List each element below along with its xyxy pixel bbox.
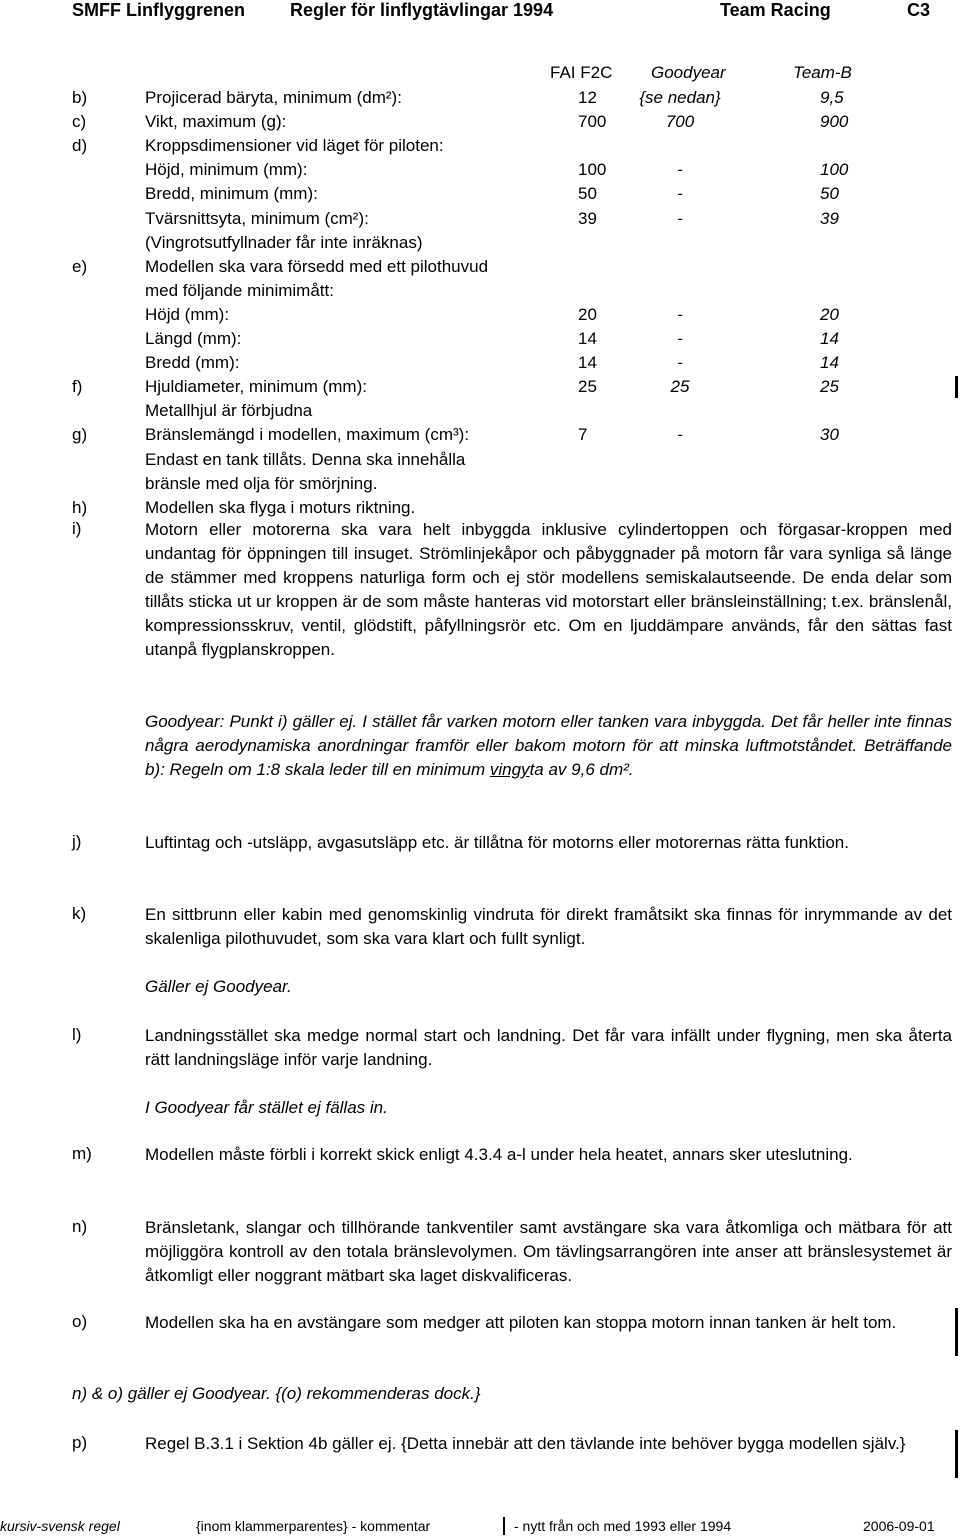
- item-label: m): [72, 1144, 92, 1163]
- value-team-b: 20: [820, 304, 839, 324]
- row-text: Bredd, minimum (mm):: [145, 184, 318, 204]
- row-text: Kroppsdimensioner vid läget för piloten:: [145, 136, 444, 156]
- footer-legend-new: - nytt från och med 1993 eller 1994: [514, 1518, 732, 1534]
- paragraph-m: Modellen måste förbli i korrekt skick enligt 4.3.4 a-l under hela heatet, annars sker uteslutning.: [145, 1145, 853, 1164]
- value-fai: 39: [578, 208, 597, 228]
- value-goodyear: -: [677, 425, 683, 445]
- paragraph-n: Bränsletank, slangar och tillhörande tankventiler samt avstängare ska vara åtkomliga och mätbara för att möjliggöra kontroll av den totala bränslevolymen. Om tävlingsarrangören inte anser att bränslesystemet är åtkomligt eller noggrant mätbart ska laget diskvalificeras.: [145, 1218, 952, 1285]
- value-goodyear: 700: [665, 112, 695, 132]
- paragraph-j: Luftintag och -utsläpp, avgasutsläpp etc. är tillåtna för motorns eller motorernas rätta funktion.: [145, 833, 849, 852]
- paragraph-i: Motorn eller motorerna ska vara helt inbyggda inklusive cylindertoppen och förgasar-kroppen med undantag för öppningen till insuget. Strömlinjekåpor och påbyggnader på motorn får vara synliga så länge de stämmer med kroppens naturliga form och ej stör modellens semiskalautseende. De enda delar som tillåts sticka ut ur kroppen är de som måste hanteras vid motorstart eller bränsleinställning; t.ex. bränslenål, kompressionsskruv, ventil, glödstift, påfyllningsrör etc. Om en ljuddämpare används, får den sättas fast utanpå flygplanskroppen.: [145, 520, 952, 659]
- footer-legend-comment: {inom klammerparentes} - kommentar: [196, 1518, 431, 1534]
- row-label: g): [72, 425, 88, 445]
- row-text: Hjuldiameter, minimum (mm):: [145, 377, 367, 397]
- change-bar: [955, 1308, 958, 1356]
- header-page: C3: [907, 0, 931, 20]
- item-label: k): [72, 904, 87, 923]
- item-label: i): [72, 519, 82, 538]
- header-org: SMFF Linflyggrenen: [72, 0, 245, 20]
- value-fai: 20: [578, 304, 597, 324]
- row-text: Längd (mm):: [145, 329, 242, 348]
- value-fai: 14: [578, 353, 597, 373]
- row-label: c): [72, 112, 87, 132]
- row-text: (Vingrotsutfyllnader får inte inräknas): [145, 232, 423, 252]
- change-bar: [955, 1430, 958, 1478]
- row-label: f): [72, 377, 83, 397]
- row-label: h): [72, 497, 88, 517]
- value-team-b: 14: [820, 329, 839, 348]
- row-text: med följande minimimått:: [145, 280, 334, 300]
- row-label: b): [72, 88, 88, 107]
- value-goodyear: -: [677, 329, 683, 348]
- footer-legend-italic: kursiv-svensk regel: [0, 1518, 120, 1534]
- change-bar: [955, 376, 958, 398]
- value-fai: 50: [578, 184, 597, 204]
- row-text: Höjd, minimum (mm):: [145, 160, 308, 180]
- row-text: Bränslemängd i modellen, maximum (cm³):: [145, 425, 470, 445]
- item-label: o): [72, 1312, 88, 1331]
- row-text: Bredd (mm):: [145, 353, 240, 373]
- value-goodyear: 25: [670, 377, 690, 397]
- row-label: d): [72, 136, 88, 156]
- paragraph-k: En sittbrunn eller kabin med genomskinlig vindruta för direkt framåtsikt ska finnas för inrymmande av det skalenliga pilothuvudet, som ska vara klart och fullt synligt.: [145, 905, 952, 948]
- item-label: n): [72, 1217, 88, 1236]
- header-section: Team Racing: [720, 0, 831, 20]
- paragraph-o: Modellen ska ha en avstängare som medger att piloten kan stoppa motorn innan tanken är helt tom.: [145, 1313, 897, 1332]
- value-team-b: 39: [820, 208, 839, 228]
- item-label: p): [72, 1433, 88, 1452]
- value-team-b: 900: [820, 112, 849, 132]
- column-goodyear: Goodyear: [651, 63, 726, 82]
- note-k: Gäller ej Goodyear.: [145, 977, 292, 996]
- row-label: e): [72, 256, 88, 276]
- column-team-b: Team-B: [793, 63, 852, 82]
- note-n-o: n) & o) gäller ej Goodyear. {(o) rekommenderas dock.}: [72, 1384, 481, 1403]
- value-team-b: 50: [820, 184, 839, 204]
- value-team-b: 100: [820, 160, 849, 180]
- row-text: Modellen ska flyga i moturs riktning.: [145, 497, 416, 517]
- value-fai: 12: [578, 88, 597, 107]
- header-title: Regler för linflygtävlingar 1994: [290, 0, 554, 20]
- value-goodyear: -: [677, 304, 683, 324]
- value-team-b: 25: [820, 377, 839, 397]
- row-text: Endast en tank tillåts. Denna ska innehålla: [145, 449, 466, 469]
- goodyear-note: Goodyear: Punkt i) gäller ej. I stället får varken motorn eller tanken vara inbyggda. Det får heller inte finnas några aerodynamiska anordningar framför eller bakom motorn för att minska luftmotståndet. Beträffande b): Regeln om 1:8 skala leder till en minimum vingyta av 9,6 dm².: [145, 712, 952, 779]
- footer-date: 2006-09-01: [863, 1518, 935, 1534]
- value-goodyear: -: [677, 184, 683, 204]
- value-goodyear: -: [677, 353, 683, 373]
- note-l: I Goodyear får stället ej fällas in.: [145, 1098, 388, 1117]
- row-text: Vikt, maximum (g):: [145, 112, 287, 132]
- footer-change-bar: [503, 1517, 505, 1535]
- row-text: Höjd (mm):: [145, 304, 230, 324]
- value-goodyear: -: [677, 160, 683, 180]
- column-fai-f2c: FAI F2C: [550, 63, 613, 82]
- value-team-b: 9,5: [820, 88, 844, 107]
- item-label: j): [72, 832, 82, 851]
- value-team-b: 30: [820, 425, 839, 445]
- row-text: Tvärsnittsyta, minimum (cm²):: [145, 208, 369, 228]
- paragraph-l: Landningsstället ska medge normal start och landning. Det får vara infällt under flygning, men ska återta rätt landningsläge inför varje landning.: [145, 1026, 952, 1069]
- row-text: bränsle med olja för smörjning.: [145, 473, 378, 493]
- row-text: Metallhjul är förbjudna: [145, 401, 313, 421]
- row-text: Modellen ska vara försedd med ett pilothuvud: [145, 256, 489, 276]
- value-goodyear: {se nedan}: [639, 88, 721, 107]
- value-fai: 25: [578, 377, 597, 397]
- item-label: l): [72, 1025, 82, 1044]
- value-fai: 7: [578, 425, 588, 445]
- value-fai: 700: [578, 112, 607, 132]
- value-goodyear: -: [677, 208, 683, 228]
- value-fai: 14: [578, 329, 597, 348]
- value-team-b: 14: [820, 353, 839, 373]
- paragraph-p: Regel B.3.1 i Sektion 4b gäller ej. {Detta innebär att den tävlande inte behöver bygga modellen själv.}: [145, 1434, 906, 1453]
- row-text: Projicerad bäryta, minimum (dm²):: [145, 88, 402, 107]
- value-fai: 100: [578, 160, 607, 180]
